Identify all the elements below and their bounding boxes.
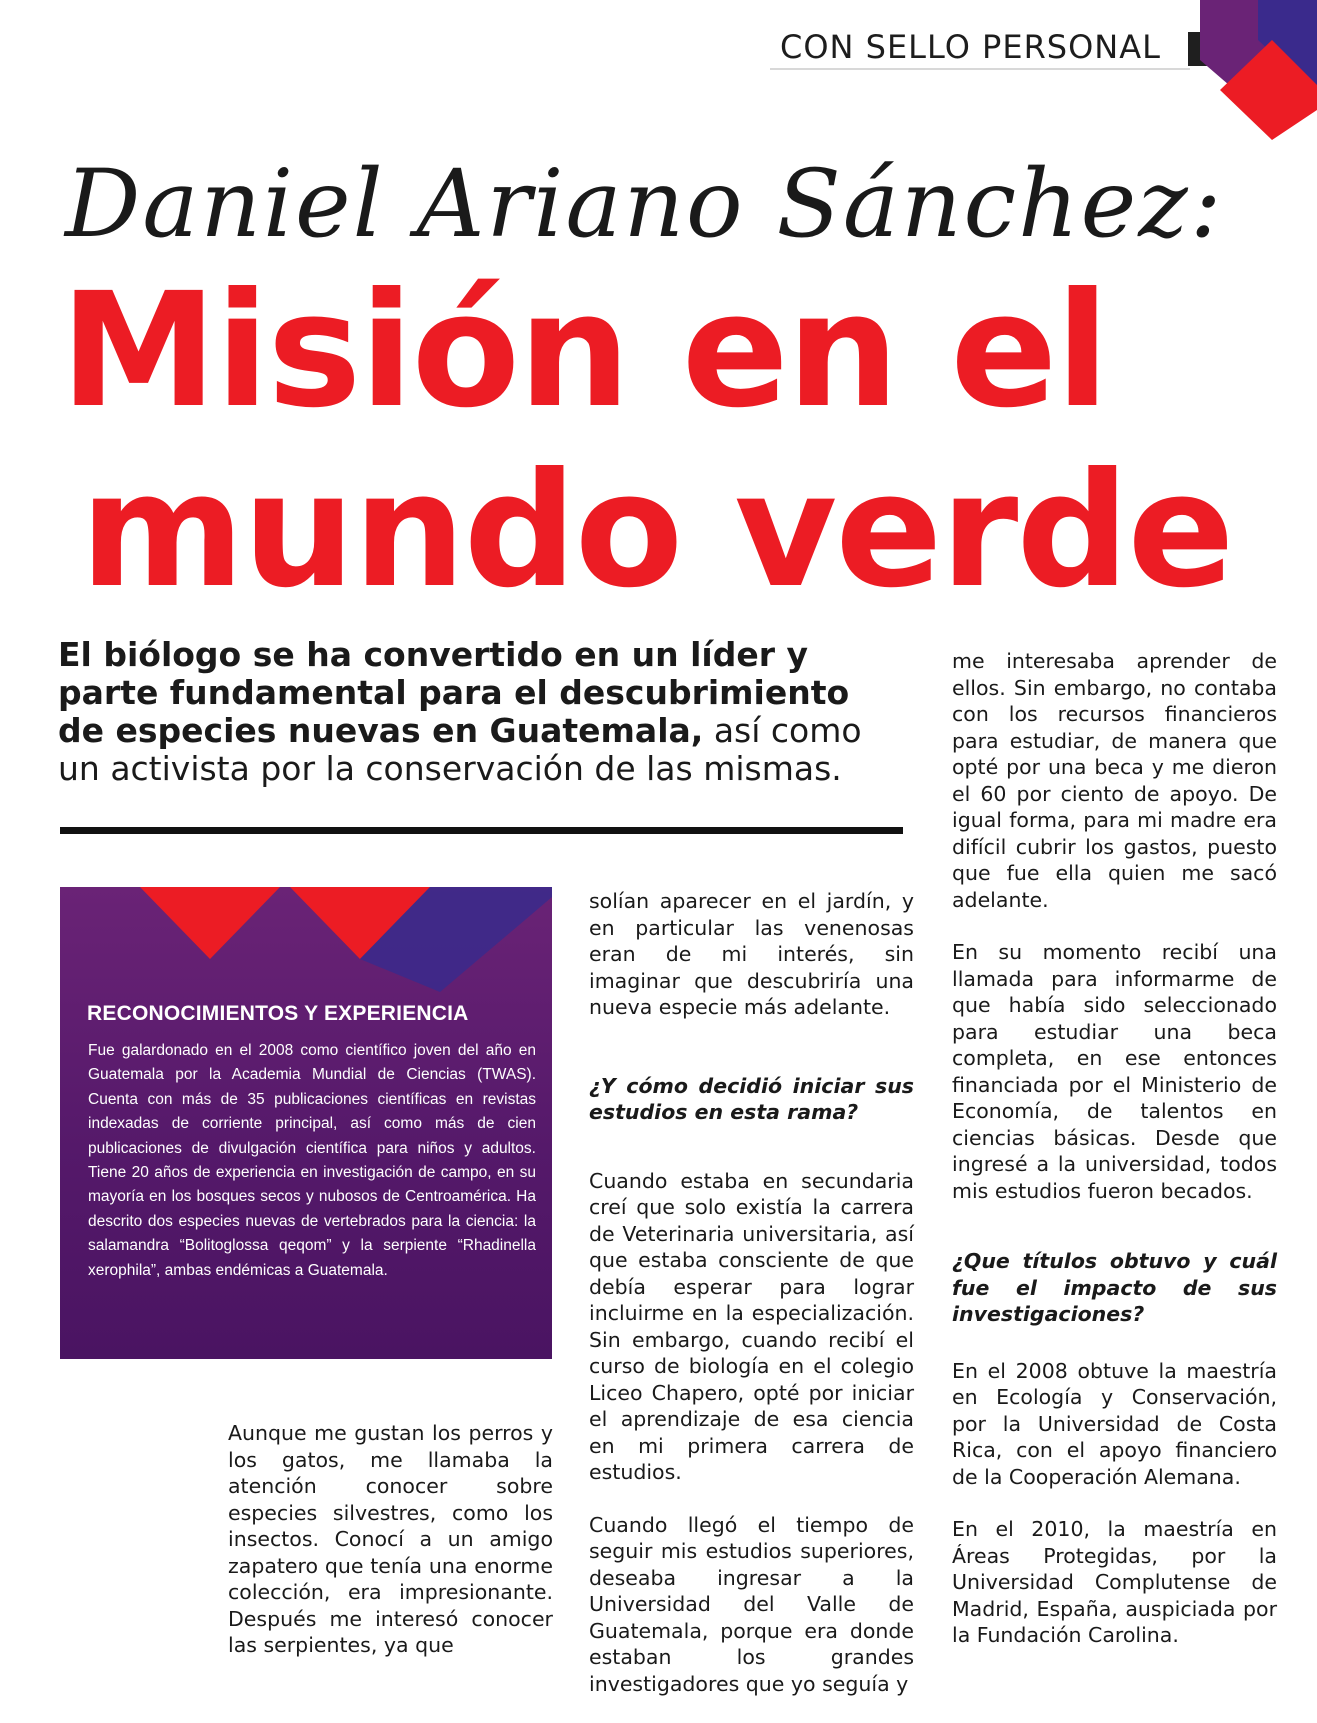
- body-column-1: [228, 1420, 553, 1685]
- corner-diamond-graphic: [1200, 0, 1317, 145]
- body-paragraph: Cuando llegó el tiempo de seguir mis estudios superiores, deseaba ingresar a la Universidad del Valle de Guatemala, porque era donde estaban los grandes investigadores que yo seguía y: [589, 1512, 914, 1696]
- sidebar-triangles-graphic: [60, 887, 552, 992]
- sidebar-title: RECONOCIMIENTOS Y EXPERIENCIA: [87, 1002, 469, 1025]
- lead-divider: [60, 827, 903, 834]
- article-name-title: Daniel Ariano Sánchez:: [65, 150, 1224, 259]
- sidebar-red-triangle-1: [140, 887, 280, 959]
- lead-bold: El biólogo se ha convertido en un líder y parte fundamental para el descubrimiento de especies nuevas en Guatemala,: [58, 635, 850, 750]
- body-paragraph: En el 2008 obtuve la maestría en Ecología y Conservación, por la Universidad de Costa Rica, con el apoyo financiero de la Cooperación Alemana.: [952, 1358, 1277, 1489]
- lead-regular: así como un activista por la conservación de las mismas.: [58, 711, 862, 788]
- body-paragraph: En el 2010, la maestría en Áreas Protegidas, por la Universidad Complutense de Madrid, España, auspiciada por la Fundación Carolina.: [952, 1517, 1277, 1647]
- interview-question: ¿Y cómo decidió iniciar sus estudios en esta rama?: [589, 1073, 914, 1124]
- section-label: CON SELLO PERSONAL: [780, 28, 1161, 66]
- header-rule: [770, 68, 1190, 70]
- body-paragraph: En su momento recibí una llamada para informarme de que había sido seleccionado para estudiar una beca completa, en ese entonces financiada por el Ministerio de Economía, de talentos en ciencias básicas. Desde que ingresé a la universidad, todos mis estudios fueron becados.: [952, 940, 1277, 1203]
- recognition-sidebar: [60, 887, 552, 1359]
- body-column-3: [952, 648, 1277, 1675]
- body-column-2: [589, 888, 914, 1723]
- interview-question: ¿Que títulos obtuvo y cuál fue el impacto de sus investigaciones?: [952, 1249, 1277, 1326]
- body-paragraph: me interesaba aprender de ellos. Sin embargo, no contaba con los recursos financieros para estudiar, de manera que opté por una beca y me dieron el 60 por ciento de apoyo. De igual forma, para mi madre era difícil cubrir los gastos, puesto que fue ella quien me sacó adelante.: [952, 649, 1277, 912]
- headline-line-1: Misión en el: [60, 259, 1108, 443]
- sidebar-text: Fue galardonado en el 2008 como científico joven del año en Guatemala por la Academia Mundial de Ciencias (TWAS). Cuenta con más de 35 publicaciones científicas en revistas indexadas de corriente principal, así como más de cien publicaciones de divulgación científica para niños y adultos. Tiene 20 años de experiencia en investigación de campo, en su mayoría en los bosques secos y nubosos de Centroamérica. Ha descrito dos especies nuevas de vertebrados para la ciencia: la salamandra “Bolitoglossa qeqom” y la serpiente “Rhadinella xerophila”, ambas endémicas a Guatemala.: [88, 1042, 536, 1279]
- headline-line-2: mundo verde: [80, 439, 1233, 623]
- body-paragraph: solían aparecer en el jardín, y en particular las venenosas eran de mi interés, sin imaginar que descubriría una nueva especie más adelante.: [589, 889, 914, 1019]
- body-paragraph: Aunque me gustan los perros y los gatos, me llamaba la atención conocer sobre especies silvestres, como los insectos. Conocí a un amigo zapatero que tenía una enorme colección, era impresionante. Después me interesó conocer las serpientes, ya que: [228, 1421, 553, 1657]
- lead-paragraph: [58, 636, 878, 788]
- body-paragraph: Cuando estaba en secundaria creí que solo existía la carrera de Veterinaria universitaria, así que estaba consciente de que debía esperar para lograr incluirme en la especialización. Sin embargo, cuando recibí el curso de biología en el colegio Liceo Chapero, opté por iniciar el aprendizaje de esa ciencia en mi primera carrera de estudios.: [589, 1168, 914, 1484]
